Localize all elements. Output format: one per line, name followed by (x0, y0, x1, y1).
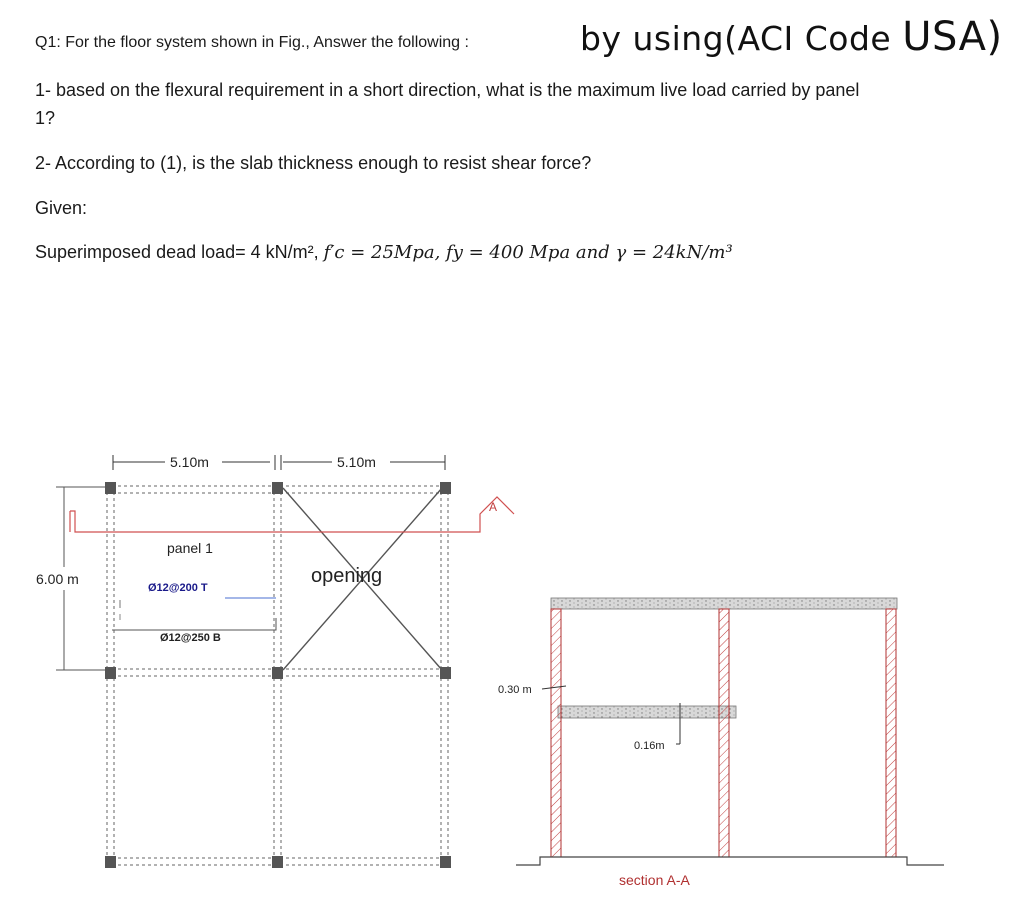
section-cut-line (70, 497, 514, 532)
question-item-1-line-2: 1? (35, 108, 56, 128)
section-title: section A-A (619, 872, 690, 888)
question-item-1-line-1: 1- based on the flexural requirement in a short direction, what is the maximum live load carried by panel (35, 80, 860, 100)
rebar-top: Ø12@200 T (148, 582, 208, 594)
beam-dim-label: 0.16m (634, 740, 665, 752)
section-a-a (516, 598, 944, 865)
dim-span-2: 5.10m (337, 454, 376, 470)
given-material-properties: f′c = 25Mpa, fy = 400 Mpa and γ = 24kN/m³ (323, 242, 733, 263)
handwritten-note-text: by using(ACI Code (580, 19, 892, 58)
question-item-2: 2- According to (1), is the slab thickness enough to resist shear force? (35, 153, 592, 173)
rebar-bottom: Ø12@250 B (160, 632, 221, 644)
dim-height: 6.00 m (36, 571, 79, 587)
handwritten-note-usa: USA) (902, 14, 1003, 60)
section-marker: A (489, 500, 498, 514)
opening-label: opening (311, 565, 383, 587)
slab-thickness-label: 0.30 m (498, 684, 532, 696)
top-dimension-lines (113, 455, 445, 470)
dim-span-1: 5.10m (170, 454, 209, 470)
question-intro: Q1: For the floor system shown in Fig., Answer the following : (35, 34, 469, 51)
given-dead-load: Superimposed dead load= 4 kN/m², (35, 242, 324, 262)
given-label: Given: (35, 198, 88, 218)
rebar-detail (112, 598, 276, 630)
panel-label: panel 1 (167, 540, 213, 556)
plan-columns (105, 482, 451, 868)
